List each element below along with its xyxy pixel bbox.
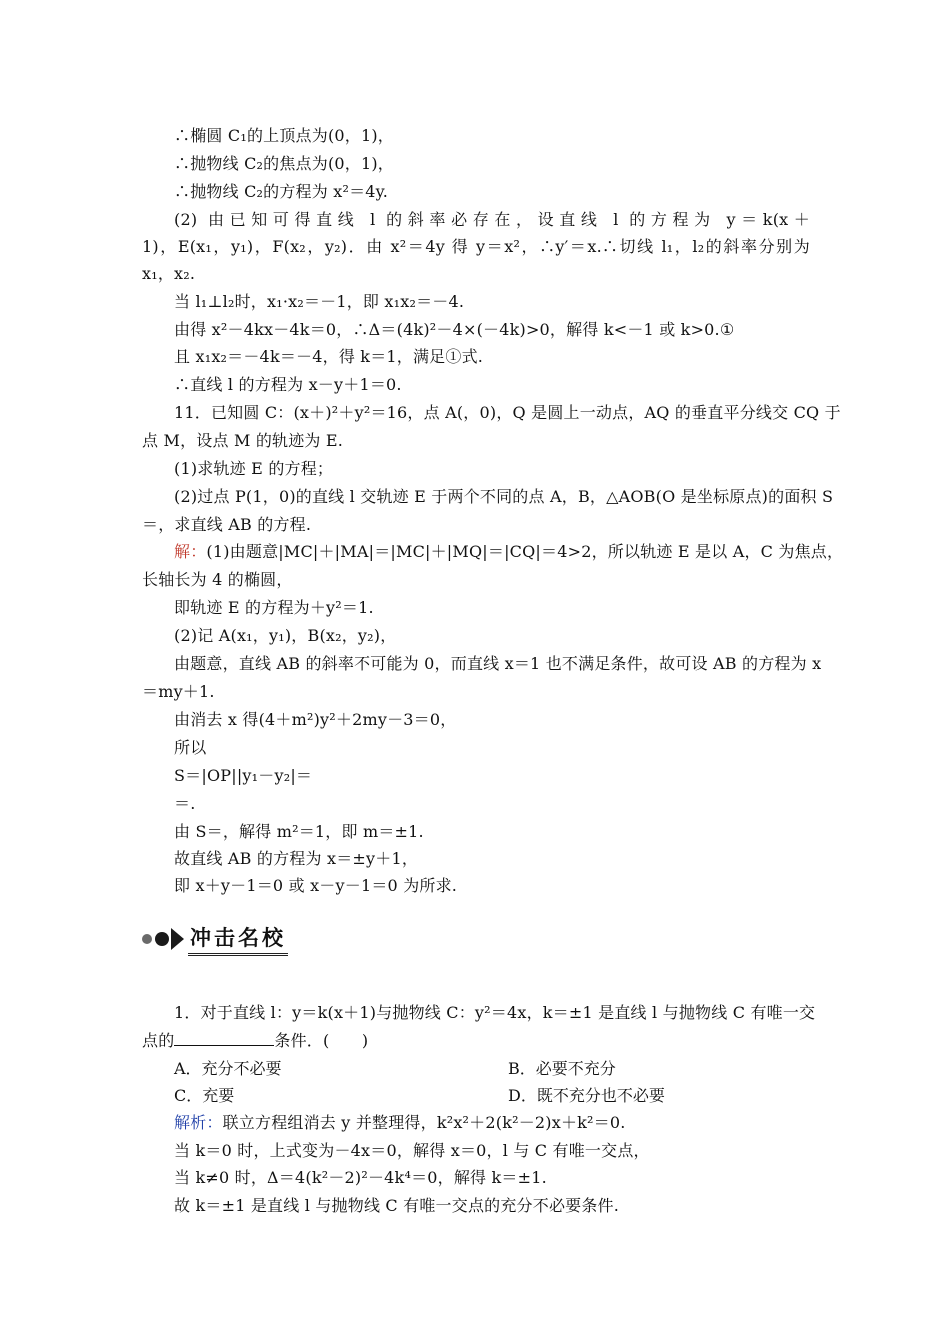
small-dot-icon [142,934,152,944]
text-line: (2) 由已知可得直线 l 的斜率必存在，设直线 l 的方程为 y＝k(x＋ [174,210,810,229]
arrow-right-icon [171,928,184,950]
solution-first-line: 解：(1)由题意|MC|＋|MA|＝|MC|＋|MQ|＝|CQ|＝4>2，所以轨迹 E 是以 A，C 为焦点， [174,542,844,561]
section-banner [142,922,288,956]
text-line: 即轨迹 E 的方程为＋y²＝1. [174,598,374,617]
text-line: ＝，求直线 AB 的方程. [142,515,312,534]
text-line: ∴抛物线 C₂的方程为 x²＝4y. [174,182,389,201]
problem-1-statement-cont: 点的 条件．( ) [142,1031,369,1050]
text-line: 即 x＋y－1＝0 或 x－y－1＝0 为所求. [174,876,458,895]
large-dot-icon [155,932,169,946]
problem-11-statement: 11．已知圆 C：(x＋)²＋y²＝16，点 A(，0)，Q 是圆上一动点，AQ 的垂直平分线交 CQ 于 [174,403,841,422]
text-line: 当 l₁⊥l₂时，x₁·x₂＝－1，即 x₁x₂＝－4. [174,292,465,311]
text-line: (2)过点 P(1，0)的直线 l 交轨迹 E 于两个不同的点 A，B，△AOB(O 是坐标原点)的面积 S [174,487,834,506]
text-line: 所以 [174,738,207,757]
text-line: 由题意，直线 AB 的斜率不可能为 0，而直线 x＝1 也不满足条件，故可设 AB 的方程为 x [174,654,822,673]
option-d: D．既不充分也不必要 [508,1086,665,1105]
analysis-label: 解析： [174,1113,223,1132]
text-line: 由消去 x 得(4＋m²)y²＋2my－3＝0， [174,710,457,729]
text-line: ∴椭圆 C₁的上顶点为(0，1)， [174,126,394,145]
problem-1-statement: 1．对于直线 l：y＝k(x＋1)与抛物线 C：y²＝4x，k＝±1 是直线 l 与抛物线 C 有唯一交 [174,1003,816,1022]
text-line: ∴抛物线 C₂的焦点为(0，1)， [174,154,394,173]
text-line: x₁，x₂. [142,264,196,283]
text-line: 点 M，设点 M 的轨迹为 E. [142,431,344,450]
text-line: 由得 x²－4kx－4k＝0，∴Δ＝(4k)²－4×(－4k)>0，解得 k<－1 或 k>0.① [174,320,735,339]
text-line: (2)记 A(x₁，y₁)，B(x₂，y₂)， [174,626,397,645]
text-line: 且 x₁x₂＝－4k＝－4，得 k＝1，满足①式. [174,347,484,366]
solution-label: 解： [174,542,207,561]
text-line: ＝. [174,794,196,813]
text-line: 故直线 AB 的方程为 x＝±y＋1， [174,849,419,868]
text-line: S＝|OP||y₁－y₂|＝ [174,766,313,785]
text-line: (1)求轨迹 E 的方程； [174,459,334,478]
text-line: ＝my＋1. [142,682,215,701]
option-a: A．充分不必要 [174,1059,282,1078]
option-c: C．充要 [174,1086,235,1105]
answer-blank [174,1031,274,1046]
analysis-first-line: 解析：联立方程组消去 y 并整理得，k²x²＋2(k²－2)x＋k²＝0. [174,1113,626,1132]
section-title: 冲击名校 [188,922,288,956]
text-line: 当 k＝0 时，上式变为－4x＝0，解得 x＝0，l 与 C 有唯一交点， [174,1141,650,1160]
text-line: 1)，E(x₁，y₁)，F(x₂，y₂)．由 x²＝4y 得 y＝x²，∴y′＝x.∴切线 l₁，l₂的斜率分别为 [142,237,810,256]
text-line: 由 S＝，解得 m²＝1，即 m＝±1. [174,822,424,841]
text-line: 故 k＝±1 是直线 l 与抛物线 C 有唯一交点的充分不必要条件. [174,1196,620,1215]
text-line: ∴直线 l 的方程为 x－y＋1＝0. [174,375,402,394]
text-line: 长轴长为 4 的椭圆， [142,570,293,589]
option-b: B．必要不充分 [508,1059,616,1078]
text-line: 当 k≠0 时，Δ＝4(k²－2)²－4k⁴＝0，解得 k＝±1. [174,1168,547,1187]
